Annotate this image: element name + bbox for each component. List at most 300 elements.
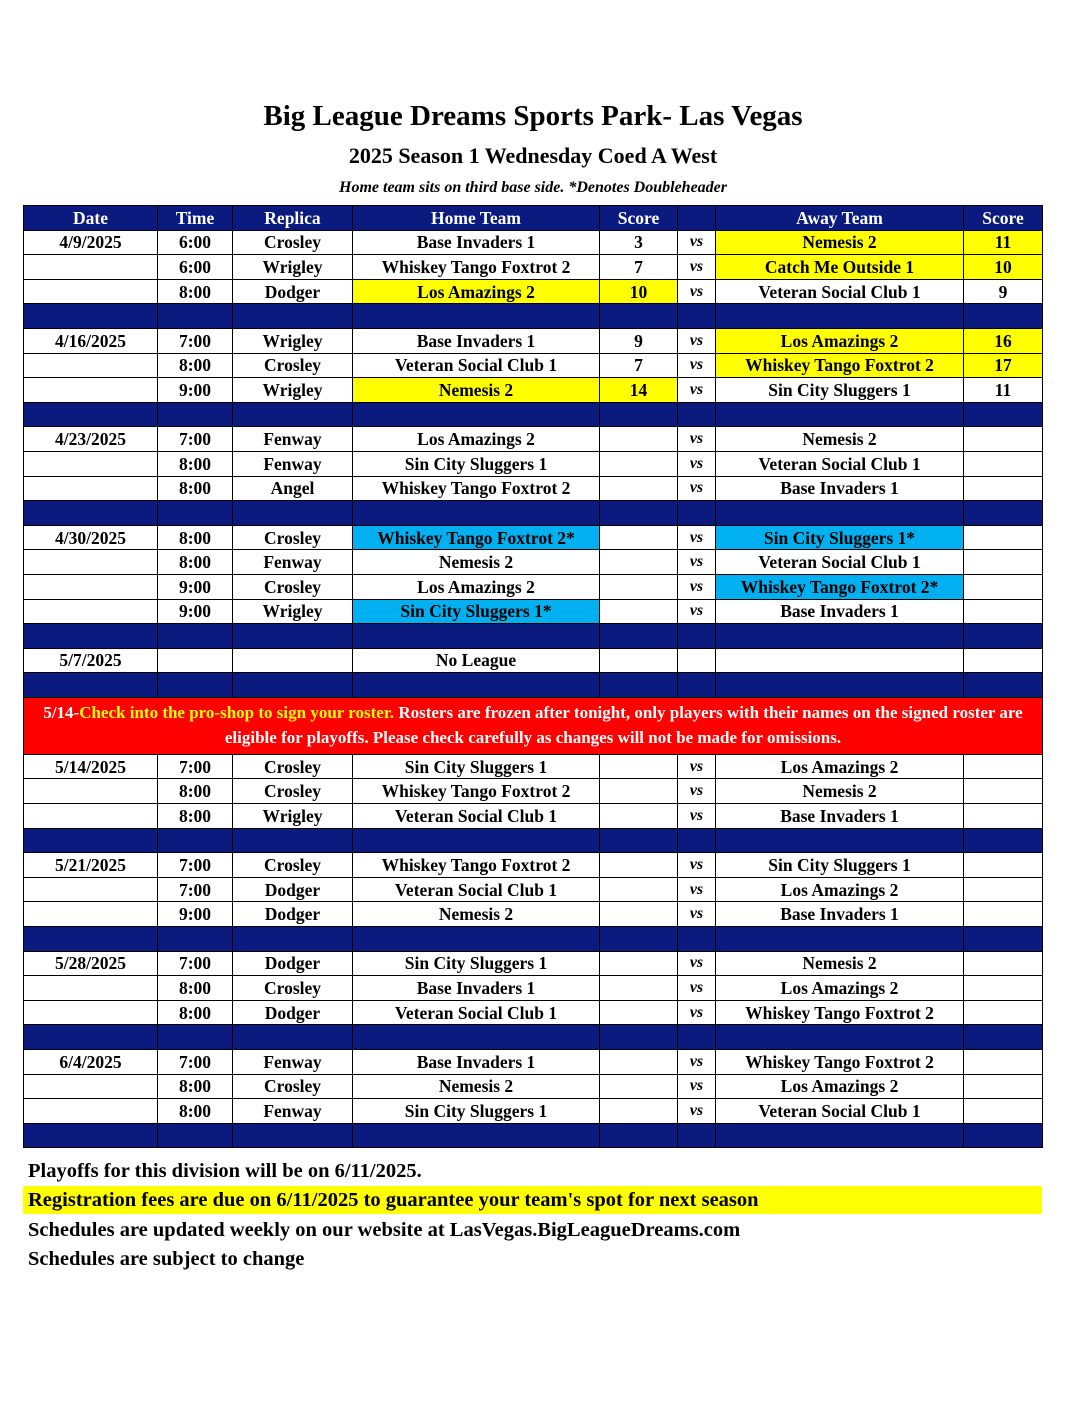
home-score-cell <box>600 599 678 624</box>
home-score-cell <box>600 853 678 878</box>
date-cell <box>24 599 158 624</box>
separator-cell <box>678 304 716 329</box>
date-cell <box>24 378 158 403</box>
footer-registration: Registration fees are due on 6/11/2025 to guarantee your team's spot for next season <box>23 1186 1042 1214</box>
time-cell: 7:00 <box>158 877 233 902</box>
date-cell <box>24 779 158 804</box>
separator-cell <box>964 1123 1043 1148</box>
home-score-cell <box>600 877 678 902</box>
replica-cell: Fenway <box>233 427 353 452</box>
time-cell: 7:00 <box>158 328 233 353</box>
date-cell <box>24 976 158 1001</box>
separator-cell <box>353 1123 600 1148</box>
date-cell <box>24 1099 158 1124</box>
separator-cell <box>158 1123 233 1148</box>
roster-notice-row <box>24 697 1043 754</box>
replica-cell: Dodger <box>233 902 353 927</box>
col-header-home-team: Home Team <box>353 206 600 231</box>
vs-cell: vs <box>678 427 716 452</box>
vs-cell: vs <box>678 877 716 902</box>
separator-cell <box>716 1025 964 1050</box>
away-team-cell: Veteran Social Club 1 <box>716 1099 964 1124</box>
home-score-cell <box>600 779 678 804</box>
home-team-cell: Veteran Social Club 1 <box>353 877 600 902</box>
separator-cell <box>964 927 1043 952</box>
date-cell: 5/7/2025 <box>24 648 158 673</box>
replica-cell: Wrigley <box>233 804 353 829</box>
home-team-cell: Nemesis 2 <box>353 378 600 403</box>
home-team-cell: Sin City Sluggers 1 <box>353 754 600 779</box>
time-cell: 8:00 <box>158 476 233 501</box>
away-score-cell <box>964 1050 1043 1075</box>
separator-cell <box>600 402 678 427</box>
col-header-vs <box>678 206 716 231</box>
away-team-cell: Nemesis 2 <box>716 427 964 452</box>
separator-cell <box>158 402 233 427</box>
separator-cell <box>678 1123 716 1148</box>
separator-cell <box>600 1025 678 1050</box>
separator-cell <box>716 501 964 526</box>
time-cell: 8:00 <box>158 976 233 1001</box>
footer-subject: Schedules are subject to change <box>28 1248 305 1270</box>
separator-row <box>24 673 1043 698</box>
time-cell: 6:00 <box>158 230 233 255</box>
replica-cell: Crosley <box>233 779 353 804</box>
table-row <box>24 779 1043 804</box>
separator-row <box>24 304 1043 329</box>
time-cell: 9:00 <box>158 574 233 599</box>
vs-cell: vs <box>678 1000 716 1025</box>
separator-cell <box>678 673 716 698</box>
away-score-cell <box>964 525 1043 550</box>
date-cell <box>24 902 158 927</box>
separator-cell <box>716 673 964 698</box>
table-row <box>24 648 1043 673</box>
time-cell: 8:00 <box>158 451 233 476</box>
away-team-cell: Sin City Sluggers 1* <box>716 525 964 550</box>
home-team-cell: Whiskey Tango Foxtrot 2 <box>353 476 600 501</box>
separator-cell <box>158 673 233 698</box>
vs-cell: vs <box>678 902 716 927</box>
notice-text: Rosters are frozen after tonight, only players with their names on the signed roster are eligible for playoffs. Please check carefully as changes will not be made for omissions. <box>224 703 1023 747</box>
table-row <box>24 804 1043 829</box>
home-score-cell <box>600 427 678 452</box>
replica-cell: Crosley <box>233 1074 353 1099</box>
separator-cell <box>353 828 600 853</box>
home-score-cell: 7 <box>600 353 678 378</box>
replica-cell: Dodger <box>233 279 353 304</box>
vs-cell: vs <box>678 230 716 255</box>
time-cell: 6:00 <box>158 255 233 280</box>
time-cell: 8:00 <box>158 1099 233 1124</box>
vs-cell: vs <box>678 574 716 599</box>
time-cell: 7:00 <box>158 754 233 779</box>
vs-cell: vs <box>678 853 716 878</box>
home-team-cell: Base Invaders 1 <box>353 328 600 353</box>
away-score-cell <box>964 1074 1043 1099</box>
away-score-cell <box>964 902 1043 927</box>
home-score-cell <box>600 976 678 1001</box>
home-score-cell <box>600 476 678 501</box>
separator-cell <box>233 501 353 526</box>
date-cell <box>24 1000 158 1025</box>
date-cell <box>24 476 158 501</box>
replica-cell: Angel <box>233 476 353 501</box>
date-cell <box>24 353 158 378</box>
date-cell <box>24 550 158 575</box>
home-team-cell: Whiskey Tango Foxtrot 2 <box>353 853 600 878</box>
time-cell: 8:00 <box>158 550 233 575</box>
col-header-replica: Replica <box>233 206 353 231</box>
separator-row <box>24 1123 1043 1148</box>
home-score-cell <box>600 754 678 779</box>
separator-cell <box>600 927 678 952</box>
table-row <box>24 279 1043 304</box>
replica-cell: Crosley <box>233 853 353 878</box>
home-team-cell: Veteran Social Club 1 <box>353 1000 600 1025</box>
date-cell <box>24 877 158 902</box>
table-row <box>24 1074 1043 1099</box>
separator-cell <box>24 501 158 526</box>
replica-cell: Crosley <box>233 976 353 1001</box>
away-score-cell <box>964 976 1043 1001</box>
away-team-cell: Whiskey Tango Foxtrot 2 <box>716 1000 964 1025</box>
vs-cell: vs <box>678 779 716 804</box>
separator-cell <box>233 927 353 952</box>
separator-cell <box>24 673 158 698</box>
away-team-cell: Whiskey Tango Foxtrot 2 <box>716 353 964 378</box>
col-header-away-score: Score <box>964 206 1043 231</box>
date-cell: 4/9/2025 <box>24 230 158 255</box>
time-cell: 8:00 <box>158 353 233 378</box>
header-note: Home team sits on third base side. *Denotes Doubleheader <box>339 179 727 196</box>
home-score-cell <box>600 1000 678 1025</box>
away-score-cell: 11 <box>964 378 1043 403</box>
separator-row <box>24 402 1043 427</box>
home-score-cell: 9 <box>600 328 678 353</box>
home-team-cell: Veteran Social Club 1 <box>353 804 600 829</box>
table-row <box>24 550 1043 575</box>
col-header-away-team: Away Team <box>716 206 964 231</box>
notice-highlight: Check into the pro-shop to sign your roster. <box>79 703 395 723</box>
time-cell: 8:00 <box>158 279 233 304</box>
away-score-cell <box>964 1000 1043 1025</box>
vs-cell: vs <box>678 1050 716 1075</box>
page-title: Big League Dreams Sports Park- Las Vegas <box>263 100 803 132</box>
away-team-cell: Whiskey Tango Foxtrot 2 <box>716 1050 964 1075</box>
away-score-cell: 10 <box>964 255 1043 280</box>
away-team-cell: Los Amazings 2 <box>716 1074 964 1099</box>
away-team-cell: Veteran Social Club 1 <box>716 279 964 304</box>
home-team-cell: Base Invaders 1 <box>353 976 600 1001</box>
separator-cell <box>24 1025 158 1050</box>
away-team-cell: Los Amazings 2 <box>716 976 964 1001</box>
separator-cell <box>353 673 600 698</box>
separator-cell <box>24 402 158 427</box>
replica-cell <box>233 648 353 673</box>
home-score-cell <box>600 1050 678 1075</box>
separator-cell <box>678 501 716 526</box>
replica-cell: Fenway <box>233 550 353 575</box>
replica-cell: Dodger <box>233 951 353 976</box>
separator-cell <box>158 1025 233 1050</box>
time-cell: 8:00 <box>158 779 233 804</box>
away-score-cell: 17 <box>964 353 1043 378</box>
separator-cell <box>24 828 158 853</box>
separator-cell <box>964 624 1043 649</box>
table-row <box>24 427 1043 452</box>
separator-cell <box>600 624 678 649</box>
separator-cell <box>233 828 353 853</box>
separator-cell <box>678 624 716 649</box>
vs-cell: vs <box>678 976 716 1001</box>
time-cell: 8:00 <box>158 525 233 550</box>
separator-cell <box>678 402 716 427</box>
vs-cell: vs <box>678 550 716 575</box>
away-team-cell <box>716 648 964 673</box>
separator-cell <box>158 624 233 649</box>
away-team-cell: Catch Me Outside 1 <box>716 255 964 280</box>
separator-cell <box>964 1025 1043 1050</box>
time-cell: 9:00 <box>158 902 233 927</box>
away-score-cell <box>964 951 1043 976</box>
separator-cell <box>716 927 964 952</box>
vs-cell: vs <box>678 525 716 550</box>
separator-cell <box>24 927 158 952</box>
vs-cell: vs <box>678 951 716 976</box>
away-team-cell: Whiskey Tango Foxtrot 2* <box>716 574 964 599</box>
away-score-cell <box>964 1099 1043 1124</box>
home-score-cell: 10 <box>600 279 678 304</box>
separator-cell <box>24 304 158 329</box>
table-row <box>24 599 1043 624</box>
home-team-cell: Nemesis 2 <box>353 550 600 575</box>
vs-cell: vs <box>678 378 716 403</box>
table-row <box>24 255 1043 280</box>
away-team-cell: Nemesis 2 <box>716 230 964 255</box>
roster-notice <box>24 697 1043 754</box>
separator-cell <box>678 828 716 853</box>
separator-cell <box>716 402 964 427</box>
vs-cell: vs <box>678 353 716 378</box>
col-header-home-score: Score <box>600 206 678 231</box>
vs-cell: vs <box>678 1099 716 1124</box>
replica-cell: Dodger <box>233 877 353 902</box>
vs-cell: vs <box>678 754 716 779</box>
separator-row <box>24 828 1043 853</box>
date-cell: 5/21/2025 <box>24 853 158 878</box>
separator-cell <box>964 673 1043 698</box>
replica-cell: Crosley <box>233 754 353 779</box>
away-score-cell <box>964 599 1043 624</box>
away-score-cell <box>964 476 1043 501</box>
schedule-table <box>23 205 1043 1148</box>
vs-cell: vs <box>678 1074 716 1099</box>
away-score-cell <box>964 877 1043 902</box>
date-cell: 5/28/2025 <box>24 951 158 976</box>
table-row <box>24 1099 1043 1124</box>
separator-row <box>24 624 1043 649</box>
away-team-cell: Base Invaders 1 <box>716 902 964 927</box>
vs-cell: vs <box>678 451 716 476</box>
replica-cell: Fenway <box>233 451 353 476</box>
away-score-cell <box>964 853 1043 878</box>
separator-cell <box>600 304 678 329</box>
home-team-cell: Nemesis 2 <box>353 902 600 927</box>
home-score-cell: 14 <box>600 378 678 403</box>
separator-cell <box>233 304 353 329</box>
away-team-cell: Base Invaders 1 <box>716 476 964 501</box>
separator-cell <box>353 501 600 526</box>
separator-cell <box>964 501 1043 526</box>
home-team-cell: Whiskey Tango Foxtrot 2 <box>353 779 600 804</box>
notice-date: 5/14- <box>43 703 80 723</box>
schedule-body <box>24 230 1043 1148</box>
separator-cell <box>233 1123 353 1148</box>
separator-cell <box>158 501 233 526</box>
separator-cell <box>353 927 600 952</box>
date-cell: 4/23/2025 <box>24 427 158 452</box>
separator-row <box>24 1025 1043 1050</box>
separator-row <box>24 927 1043 952</box>
separator-cell <box>158 828 233 853</box>
separator-cell <box>600 1123 678 1148</box>
time-cell: 8:00 <box>158 804 233 829</box>
away-score-cell <box>964 804 1043 829</box>
col-header-time: Time <box>158 206 233 231</box>
away-score-cell <box>964 574 1043 599</box>
replica-cell: Wrigley <box>233 328 353 353</box>
away-score-cell <box>964 648 1043 673</box>
date-cell <box>24 279 158 304</box>
home-score-cell <box>600 951 678 976</box>
home-score-cell <box>600 1099 678 1124</box>
table-header-row <box>24 206 1043 231</box>
away-score-cell <box>964 779 1043 804</box>
away-team-cell: Nemesis 2 <box>716 951 964 976</box>
time-cell: 7:00 <box>158 427 233 452</box>
replica-cell: Crosley <box>233 353 353 378</box>
time-cell: 9:00 <box>158 378 233 403</box>
separator-cell <box>158 304 233 329</box>
table-row <box>24 230 1043 255</box>
home-score-cell <box>600 525 678 550</box>
separator-cell <box>24 1123 158 1148</box>
home-team-cell: Base Invaders 1 <box>353 1050 600 1075</box>
vs-cell: vs <box>678 476 716 501</box>
replica-cell: Wrigley <box>233 378 353 403</box>
separator-cell <box>964 304 1043 329</box>
home-score-cell <box>600 451 678 476</box>
date-cell <box>24 255 158 280</box>
separator-cell <box>716 828 964 853</box>
separator-cell <box>716 624 964 649</box>
replica-cell: Crosley <box>233 574 353 599</box>
vs-cell <box>678 648 716 673</box>
home-score-cell: 3 <box>600 230 678 255</box>
table-row <box>24 1000 1043 1025</box>
separator-cell <box>716 304 964 329</box>
away-score-cell: 9 <box>964 279 1043 304</box>
away-team-cell: Base Invaders 1 <box>716 599 964 624</box>
vs-cell: vs <box>678 804 716 829</box>
away-team-cell: Sin City Sluggers 1 <box>716 378 964 403</box>
date-cell <box>24 574 158 599</box>
table-row <box>24 976 1043 1001</box>
home-score-cell <box>600 550 678 575</box>
home-team-cell: Los Amazings 2 <box>353 279 600 304</box>
table-row <box>24 525 1043 550</box>
date-cell: 6/4/2025 <box>24 1050 158 1075</box>
home-team-cell: Los Amazings 2 <box>353 427 600 452</box>
separator-cell <box>233 402 353 427</box>
separator-cell <box>233 624 353 649</box>
home-score-cell <box>600 648 678 673</box>
home-score-cell <box>600 804 678 829</box>
time-cell <box>158 648 233 673</box>
vs-cell: vs <box>678 279 716 304</box>
separator-cell <box>600 501 678 526</box>
separator-cell <box>716 1123 964 1148</box>
separator-row <box>24 501 1043 526</box>
table-row <box>24 902 1043 927</box>
table-row <box>24 754 1043 779</box>
away-score-cell <box>964 550 1043 575</box>
table-row <box>24 353 1043 378</box>
away-team-cell: Los Amazings 2 <box>716 877 964 902</box>
time-cell: 7:00 <box>158 951 233 976</box>
home-team-cell: No League <box>353 648 600 673</box>
away-team-cell: Nemesis 2 <box>716 779 964 804</box>
home-score-cell <box>600 1074 678 1099</box>
home-score-cell: 7 <box>600 255 678 280</box>
separator-cell <box>964 402 1043 427</box>
table-row <box>24 574 1043 599</box>
home-team-cell: Sin City Sluggers 1 <box>353 951 600 976</box>
separator-cell <box>24 624 158 649</box>
home-team-cell: Los Amazings 2 <box>353 574 600 599</box>
vs-cell: vs <box>678 255 716 280</box>
away-score-cell <box>964 451 1043 476</box>
date-cell <box>24 1074 158 1099</box>
time-cell: 7:00 <box>158 1050 233 1075</box>
replica-cell: Fenway <box>233 1099 353 1124</box>
table-row <box>24 328 1043 353</box>
separator-cell <box>678 927 716 952</box>
replica-cell: Crosley <box>233 230 353 255</box>
away-score-cell <box>964 754 1043 779</box>
time-cell: 7:00 <box>158 853 233 878</box>
replica-cell: Dodger <box>233 1000 353 1025</box>
separator-cell <box>233 1025 353 1050</box>
page-subtitle: 2025 Season 1 Wednesday Coed A West <box>348 143 718 168</box>
away-team-cell: Veteran Social Club 1 <box>716 451 964 476</box>
vs-cell: vs <box>678 328 716 353</box>
replica-cell: Wrigley <box>233 255 353 280</box>
home-team-cell: Base Invaders 1 <box>353 230 600 255</box>
time-cell: 9:00 <box>158 599 233 624</box>
separator-cell <box>353 624 600 649</box>
home-team-cell: Sin City Sluggers 1 <box>353 451 600 476</box>
home-team-cell: Sin City Sluggers 1* <box>353 599 600 624</box>
away-team-cell: Sin City Sluggers 1 <box>716 853 964 878</box>
date-cell: 4/16/2025 <box>24 328 158 353</box>
date-cell: 5/14/2025 <box>24 754 158 779</box>
date-cell <box>24 804 158 829</box>
table-row <box>24 1050 1043 1075</box>
date-cell <box>24 451 158 476</box>
home-score-cell <box>600 902 678 927</box>
